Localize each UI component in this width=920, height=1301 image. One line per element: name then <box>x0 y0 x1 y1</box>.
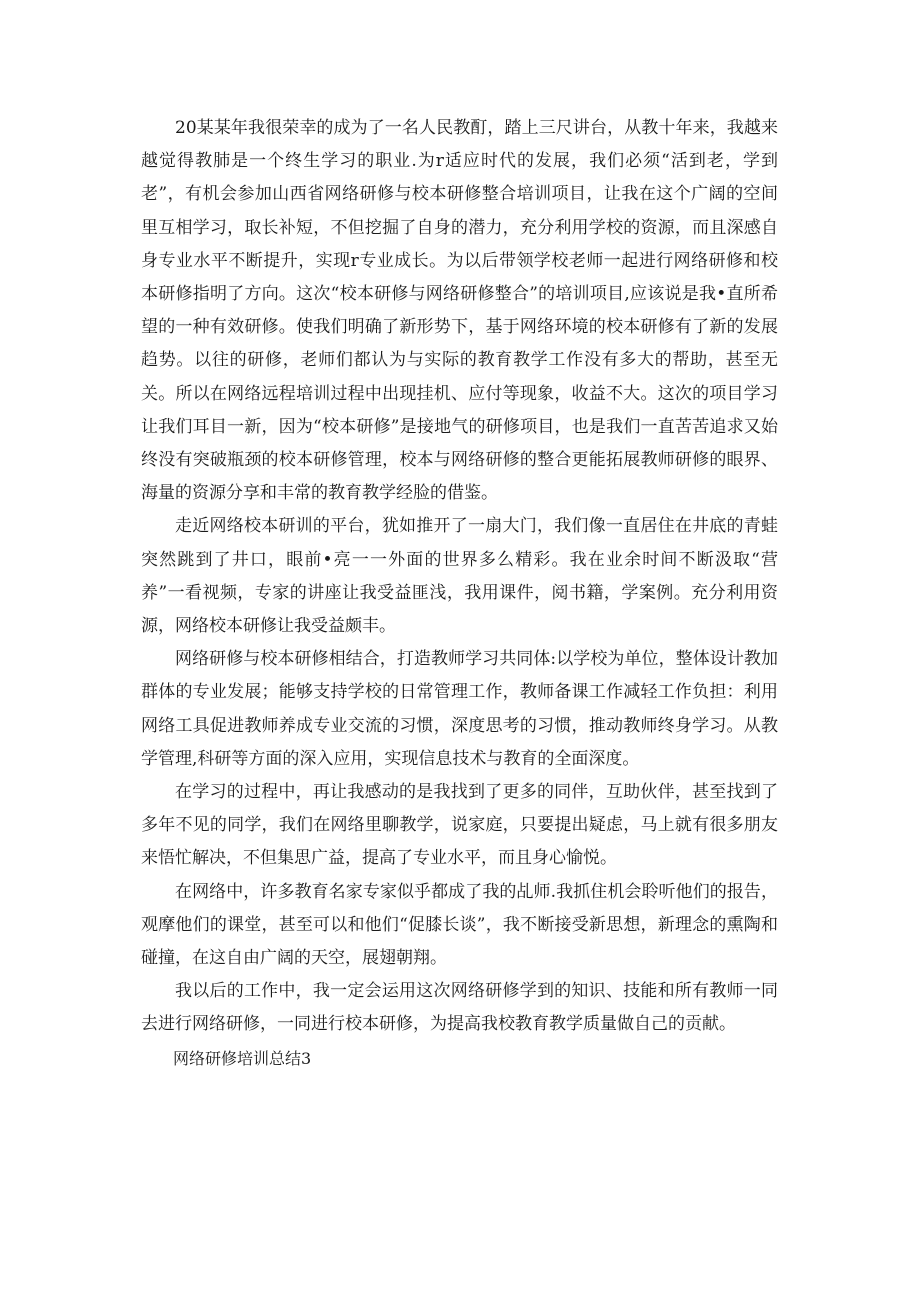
paragraph-1: 20某某年我很荣幸的成为了一名人民教酊，踏上三尺讲台，从教十年来，我越来越觉得教肺是一个终生学习的职业.为r适应时代的发展，我们必须“活到老，学到老”，有机会参加山西省网络研修与校本研修整合培训项目，让我在这个广阔的空间里互相学习，取长补短，不但挖掘了自身的潜力，充分利用学校的资源，而且深感自身专业水平不断提升，实现r专业成长。为以后带领学校老师一起进行网络研修和校本研修指明了方向。这次“校本研修与网络研修整合”的培训项目,应该说是我•直所希望的一种有效研修。使我们明确了新形势下，基于网络环境的校本研修有了新的发展趋势。以往的研修，老师们都认为与实际的教育教学工作没有多大的帮助，甚至无关。所以在网络远程培训过程中出现挂机、应付等现象，收益不大。这次的项目学习让我们耳目一新，因为“校本研修”是接地气的研修项目，也是我们一直苦苦追求又始终没有突破瓶颈的校本研修管理，校本与网络研修的整合更能拓展教师研修的眼界、海量的资源分享和丰常的教育教学经脸的借鉴。 <box>141 118 778 504</box>
document-body <box>141 112 778 1075</box>
paragraph-4: 在学习的过程中，再让我感动的是我找到了更多的同伴，互助伙伴，甚至找到了多年不见的同学，我们在网络里聊教学，说家庭，只要提出疑虑，马上就有很多朋友来悟忙解决，不但集思广益，提高了专业水平，而且身心愉悦。 <box>141 782 778 869</box>
paragraph-5: 在网络中，许多教育名家专家似乎都成了我的乩师.我抓住机会聆听他们的报告，观摩他们的课堂，甚至可以和他们“促膝长谈”，我不断接受新思想，新理念的熏陶和碰撞，在这自由广阔的天空，展翅朝翔。 <box>141 881 778 969</box>
section-heading: 网络研修培训总结3 <box>173 1048 312 1068</box>
paragraph-3: 网络研修与校本研修相结合，打造教师学习共同体:以学校为单位，整体设计教加群体的专业发展；能够支持学校的日常管理工作，教师备课工作减轻工作负担：利用网络工具促进教师养成专业交流的习惯，深度思考的习惯，推动教师终身学习。从教学管理,科研等方面的深入应用，实现信息技术与教育的全面深度。 <box>141 649 778 769</box>
paragraph-2: 走近网络校本研训的平台，犹如推开了一扇大门，我们像一直居住在井底的青蛙突然跳到了井口，眼前•亮一一外面的世界多么精彩。我在业余时间不断汲取“营养”一看视频，专家的讲座让我受益匪浅，我用课件，阅书籍，学案例。充分利用资源，网络校本研修让我受益颇丰。 <box>141 516 778 637</box>
paragraph-6: 我以后的工作中，我一定会运用这次网络研修学到的知识、技能和所有教师一同去进行网络研修，一同进行校本研修，为提高我校教育教学质量做自己的贡献。 <box>141 981 778 1035</box>
